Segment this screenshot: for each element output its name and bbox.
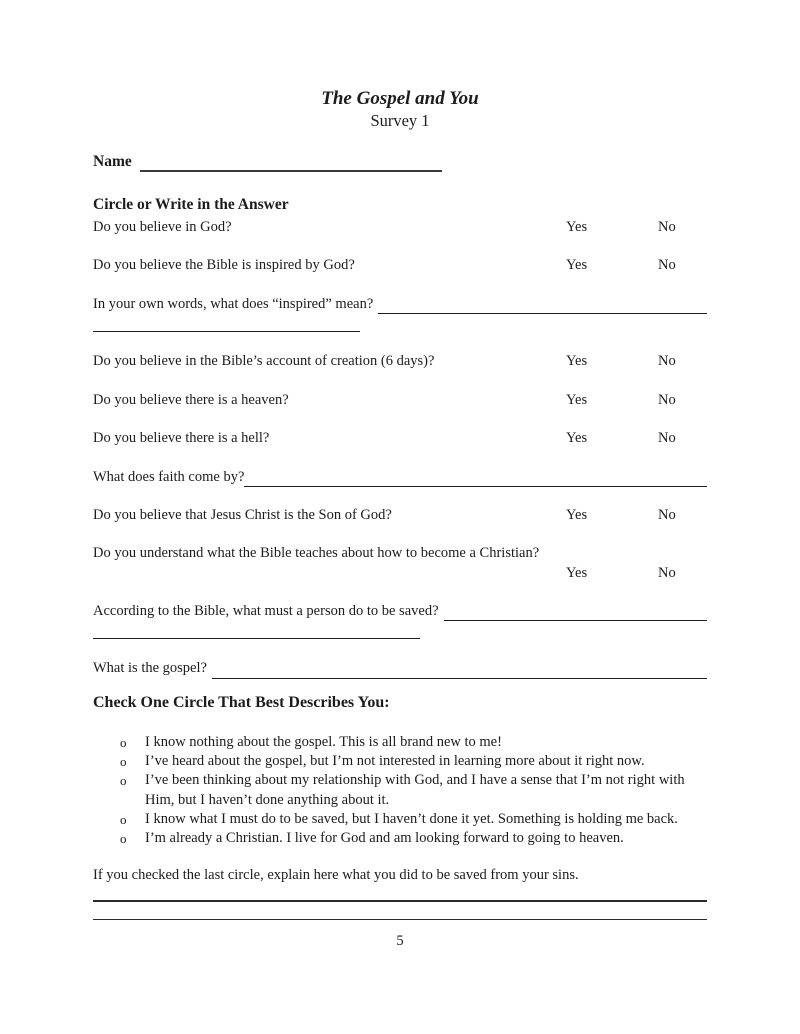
question-text: According to the Bible, what must a person do to be saved? — [93, 602, 439, 619]
question-row — [93, 659, 707, 678]
no-option[interactable]: No — [658, 257, 676, 274]
question-answer-row — [93, 564, 707, 583]
question-text: Do you believe there is a hell? — [93, 430, 270, 447]
question-row — [93, 602, 707, 621]
question-text: Do you believe in the Bible’s account of creation (6 days)? — [93, 353, 435, 370]
circle-bullet-icon[interactable]: o — [120, 773, 127, 789]
explain-prompt: If you checked the last circle, explain here what you did to be saved from your sins. — [93, 867, 579, 884]
question-text: What does faith come by? — [93, 468, 245, 485]
question-text: Do you believe the Bible is inspired by God? — [93, 257, 355, 274]
question-text: Do you believe in God? — [93, 219, 232, 235]
yes-option[interactable]: Yes — [566, 219, 588, 235]
checklist-option-text: I know what I must do to be saved, but I haven’t done it yet. Something is holding me back. — [145, 810, 678, 827]
circle-bullet-icon[interactable]: o — [120, 734, 127, 750]
checklist-option — [120, 810, 707, 829]
page-title: The Gospel and You — [321, 88, 479, 109]
question-text: What is the gospel? — [93, 660, 207, 677]
no-option[interactable]: No — [658, 506, 676, 523]
checklist-option-text: I’ve been thinking about my relationship with God, and I have a sense that I’m not right with Him, but I haven’t done anything about it. — [145, 772, 685, 808]
circle-bullet-icon[interactable]: o — [120, 831, 127, 847]
continuation-row — [93, 314, 707, 333]
page-number: 5 — [396, 933, 404, 950]
name-input-line[interactable] — [140, 152, 442, 172]
yes-option[interactable]: Yes — [566, 257, 588, 274]
yes-option[interactable]: Yes — [566, 564, 588, 581]
yes-option[interactable]: Yes — [566, 391, 588, 408]
no-option[interactable]: No — [658, 353, 676, 370]
question-row — [93, 218, 707, 237]
question-row — [93, 429, 707, 448]
write-in-line[interactable] — [378, 296, 707, 314]
question-text: Do you understand what the Bible teaches about how to become a Christian? — [93, 545, 540, 562]
no-option[interactable]: No — [658, 391, 676, 408]
question-row — [93, 506, 707, 525]
question-row — [93, 256, 707, 275]
question-text: Do you believe that Jesus Christ is the Son of God? — [93, 506, 392, 523]
question-row — [93, 391, 707, 410]
question-row — [93, 544, 707, 563]
yes-option[interactable]: Yes — [566, 353, 588, 370]
continuation-row — [93, 621, 707, 640]
checklist-option — [120, 771, 707, 810]
page-subtitle: Survey 1 — [370, 111, 430, 130]
name-label: Name — [93, 153, 132, 170]
checklist-option — [120, 733, 707, 752]
checklist-option-text: I know nothing about the gospel. This is all brand new to me! — [145, 733, 502, 750]
question-text: In your own words, what does “inspired” mean? — [93, 295, 374, 312]
section-heading-check-one-circle: Check One Circle That Best Describes You: — [93, 693, 390, 711]
no-option[interactable]: No — [658, 430, 676, 447]
checklist-option — [120, 752, 707, 771]
checklist-option-text: I’m already a Christian. I live for God and am looking forward to going to heaven. — [145, 830, 624, 847]
spacer — [93, 564, 566, 583]
name-row — [93, 152, 707, 172]
write-in-line[interactable] — [93, 918, 707, 920]
write-in-line[interactable] — [212, 661, 707, 679]
write-in-line[interactable] — [244, 469, 707, 487]
question-rows — [93, 218, 707, 679]
write-in-line[interactable] — [93, 621, 420, 639]
write-in-line[interactable] — [444, 603, 707, 621]
checklist-option-text: I’ve heard about the gospel, but I’m not interested in learning more about it right now. — [145, 752, 645, 769]
no-option[interactable]: No — [658, 219, 676, 235]
yes-option[interactable]: Yes — [566, 506, 588, 523]
question-text: Do you believe there is a heaven? — [93, 391, 289, 408]
no-option[interactable]: No — [658, 564, 676, 581]
question-row — [93, 295, 707, 314]
circle-bullet-icon[interactable]: o — [120, 753, 127, 769]
write-in-line[interactable] — [93, 899, 707, 902]
yes-option[interactable]: Yes — [566, 430, 588, 447]
checklist-option — [120, 829, 707, 848]
circle-bullet-icon[interactable]: o — [120, 811, 127, 827]
write-in-line[interactable] — [93, 314, 360, 332]
section-heading-circle-or-write: Circle or Write in the Answer — [93, 196, 289, 213]
question-row — [93, 352, 707, 371]
question-row — [93, 468, 707, 487]
checklist-options — [93, 733, 707, 849]
